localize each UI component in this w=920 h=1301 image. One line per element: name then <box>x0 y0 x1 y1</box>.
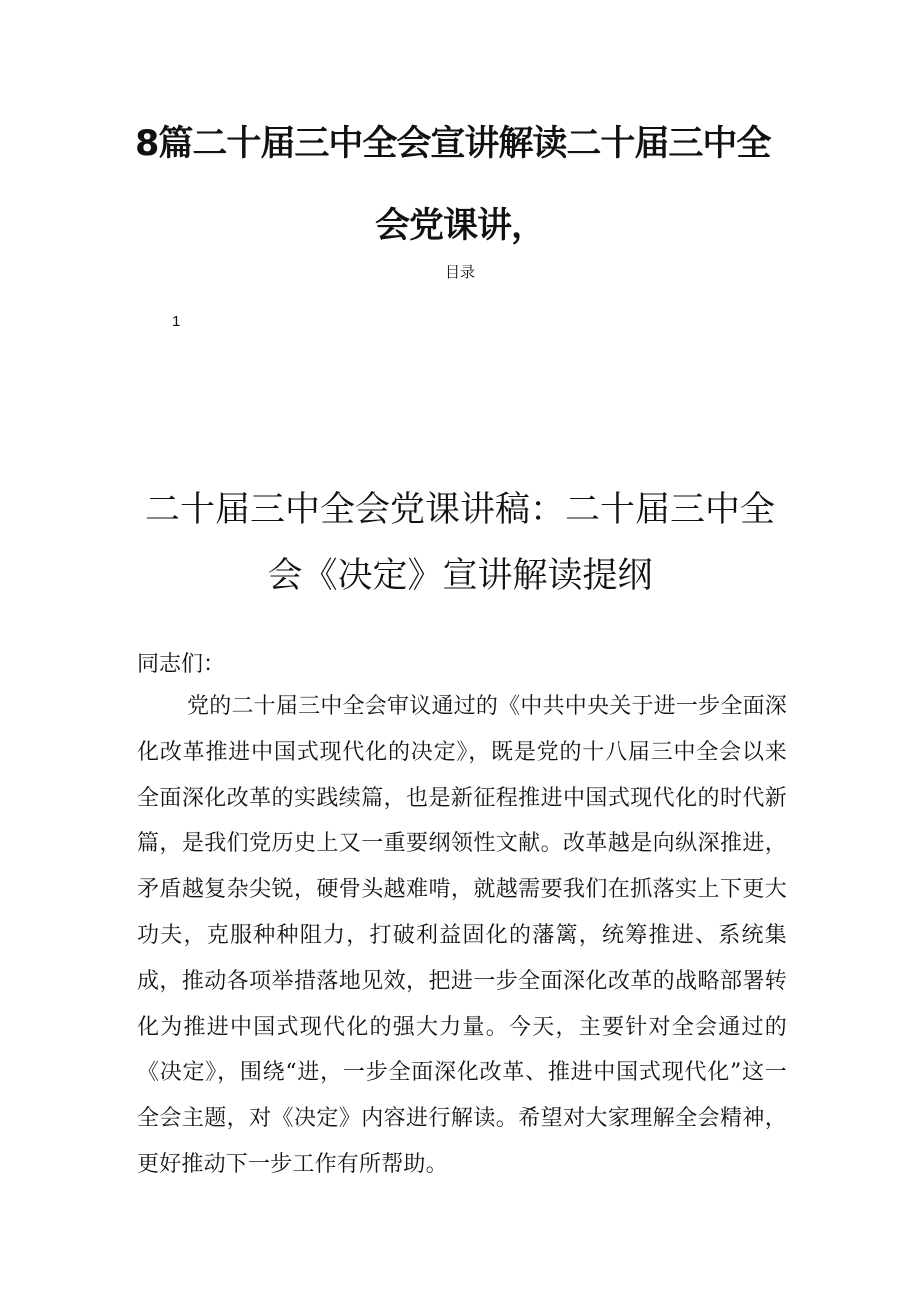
salutation: 同志们： <box>137 652 226 677</box>
body-paragraph: 党的二十届三中全会审议通过的《中共中央关于进一步全面深化改革推进中国式现代化的决定》，既是党的十八届三中全会以来全面深化改革的实践续篇，也是新征程推进中国式现代化的时代新篇，是我们党历史上又一重要纲领性文献。改革越是向纵深推进，矛盾越复杂尖锐，硬骨头越难啃，就越需要我们在抓落实上下更大功夫，克服种种阻力，打破利益固化的藩篱，统筹推进、系统集成，推动各项举措落地见效，把进一步全面深化改革的战略部署转化为推进中国式现代化的强大力量。今天，主要针对全会通过的《决定》，围绕“进，一步全面深化改革、推进中国式现代化”这一全会主题，对《决定》内容进行解读。希望对大家理解全会精神，更好推动下一步工作有所帮助。 <box>137 694 787 1177</box>
document-title-line-2: 会党课讲， <box>374 206 545 246</box>
table-of-contents-heading: 目录 <box>444 263 475 281</box>
toc-entry[interactable]: 1 <box>172 313 181 330</box>
speech-title-line-1: 二十届三中全会党课讲稿：二十届三中全 <box>144 490 775 530</box>
document-title-line-1: 8篇二十届三中全会宣讲解读二十届三中全 <box>135 124 771 164</box>
speech-title-line-2: 会《决定》宣讲解读提纲 <box>267 556 653 596</box>
